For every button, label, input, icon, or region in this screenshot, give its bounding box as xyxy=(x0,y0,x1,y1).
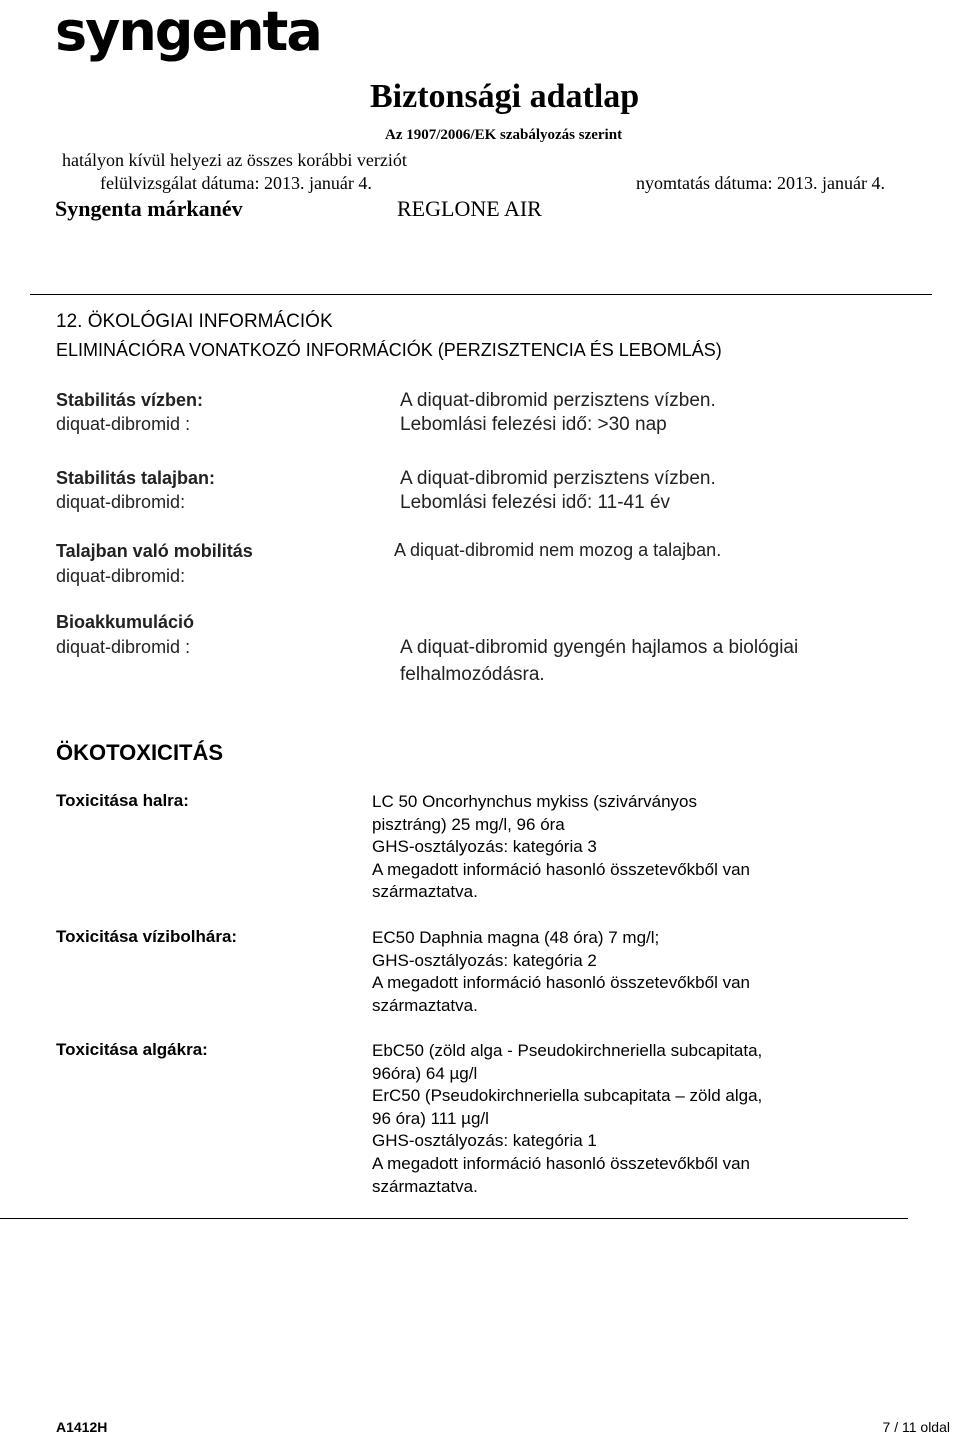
section-end-divider xyxy=(0,1218,908,1219)
daphnia-toxicity-line: származtatva. xyxy=(372,995,478,1015)
fish-toxicity-line: pisztráng) 25 mg/l, 96 óra xyxy=(372,814,565,834)
bioaccumulation-substance: diquat-dibromid : xyxy=(56,637,191,657)
fish-toxicity-values xyxy=(372,791,750,904)
stability-water-label: Stabilitás vízben: xyxy=(56,390,204,410)
bioaccumulation-text-cont: felhalmozódásra. xyxy=(400,664,545,685)
stability-water-halflife: Lebomlási felezési idő: >30 nap xyxy=(400,414,667,435)
algae-toxicity-line: EbC50 (zöld alga - Pseudokirchneriella subcapitata, xyxy=(372,1041,763,1060)
stability-soil-substance: diquat-dibromid: xyxy=(56,492,186,512)
daphnia-toxicity-values xyxy=(372,927,750,1017)
stability-water-substance: diquat-dibromid : xyxy=(56,414,191,434)
soil-mobility-text: A diquat-dibromid nem mozog a talajban. xyxy=(394,540,722,560)
algae-toxicity-line: ErC50 (Pseudokirchneriella subcapitata – zöld alga, xyxy=(372,1086,763,1106)
daphnia-toxicity-line: GHS-osztályozás: kategória 2 xyxy=(372,950,597,970)
regulation-reference: Az 1907/2006/EK szabályozás szerint xyxy=(385,127,623,143)
daphnia-toxicity-line: EC50 Daphnia magna (48 óra) 7 mg/l; xyxy=(372,928,660,947)
document-code: A1412H xyxy=(56,1419,108,1435)
algae-toxicity-line: A megadott információ hasonló összetevőkből van xyxy=(372,1153,751,1173)
fish-toxicity-line: származtatva. xyxy=(372,882,478,902)
supersedes-note: hatályon kívül helyezi az összes korábbi verziót xyxy=(62,150,407,170)
section-subtitle: ELIMINÁCIÓRA VONATKOZÓ INFORMÁCIÓK (PERZISZTENCIA ÉS LEBOMLÁS) xyxy=(56,340,722,360)
soil-mobility-label: Talajban való mobilitás xyxy=(56,541,253,561)
brand-label: Syngenta márkanév xyxy=(55,196,243,221)
bioaccumulation-text: A diquat-dibromid gyengén hajlamos a biológiai xyxy=(400,637,799,658)
stability-soil-text: A diquat-dibromid perzisztens vízben. xyxy=(400,468,716,489)
algae-toxicity-line: GHS-osztályozás: kategória 1 xyxy=(372,1131,597,1151)
bioaccumulation-label: Bioakkumuláció xyxy=(56,612,195,632)
fish-toxicity-line: GHS-osztályozás: kategória 3 xyxy=(372,837,597,857)
algae-toxicity-line: származtatva. xyxy=(372,1176,478,1196)
page-number: 7 / 11 oldal xyxy=(882,1419,950,1435)
section-title: 12. ÖKOLÓGIAI INFORMÁCIÓK xyxy=(56,311,333,332)
stability-soil-label: Stabilitás talajban: xyxy=(56,468,216,488)
stability-soil-halflife: Lebomlási felezési idő: 11-41 év xyxy=(400,492,671,513)
algae-toxicity-line: 96 óra) 111 µg/l xyxy=(372,1108,489,1128)
ecotoxicity-title: ÖKOTOXICITÁS xyxy=(56,740,224,765)
product-name: REGLONE AIR xyxy=(397,196,542,221)
algae-toxicity-label: Toxicitása algákra: xyxy=(56,1040,208,1059)
print-date: nyomtatás dátuma: 2013. január 4. xyxy=(636,173,885,193)
stability-water-text: A diquat-dibromid perzisztens vízben. xyxy=(400,390,716,411)
daphnia-toxicity-line: A megadott információ hasonló összetevőkből van xyxy=(372,973,751,993)
fish-toxicity-line: LC 50 Oncorhynchus mykiss (szivárványos xyxy=(372,792,698,811)
header-divider xyxy=(30,294,932,295)
revision-date: felülvizsgálat dátuma: 2013. január 4. xyxy=(100,173,372,193)
document-title: Biztonsági adatlap xyxy=(370,78,640,115)
algae-toxicity-line: 96óra) 64 µg/l xyxy=(372,1063,478,1083)
syngenta-logo: syngenta xyxy=(55,0,321,63)
algae-toxicity-values xyxy=(372,1040,762,1198)
fish-toxicity-line: A megadott információ hasonló összetevőkből van xyxy=(372,859,751,879)
daphnia-toxicity-label: Toxicitása vízibolhára: xyxy=(56,927,238,946)
fish-toxicity-label: Toxicitása halra: xyxy=(56,791,189,810)
soil-mobility-substance: diquat-dibromid: xyxy=(56,566,186,586)
